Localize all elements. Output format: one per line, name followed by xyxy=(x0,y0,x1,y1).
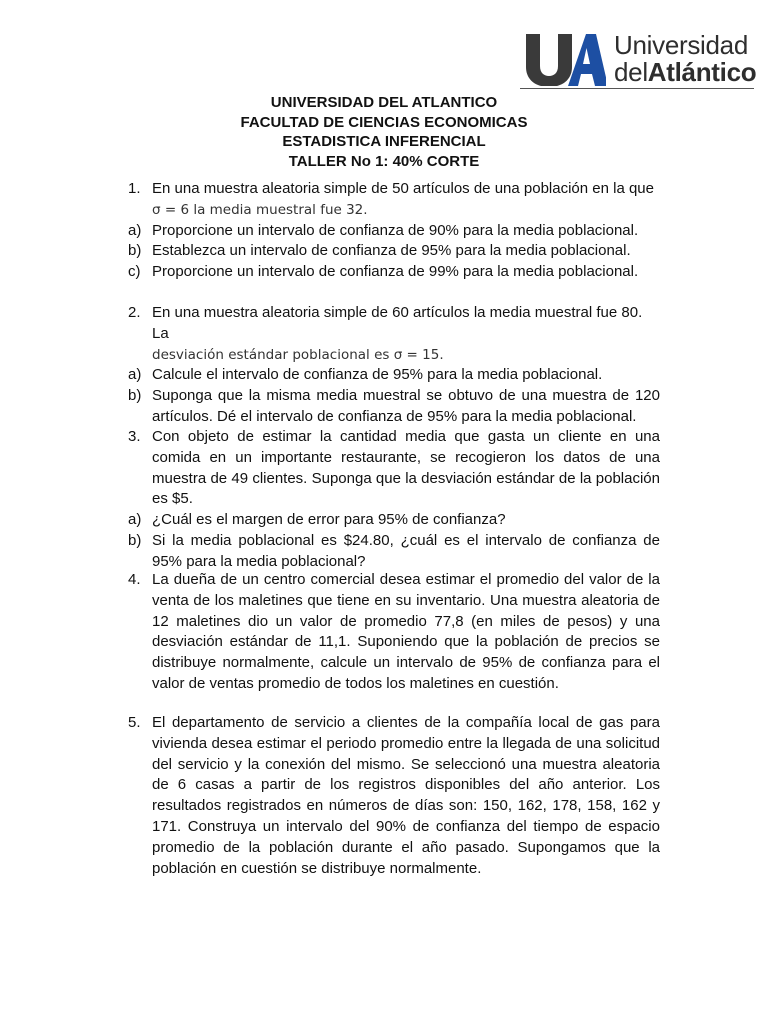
question-3-item-b xyxy=(0,531,768,573)
question-1-item-a xyxy=(0,221,768,242)
question-1-item-c xyxy=(0,262,768,283)
question-3 xyxy=(0,427,768,573)
question-number: 1. xyxy=(128,180,141,197)
document-header xyxy=(0,93,768,171)
item-label: a) xyxy=(128,366,142,384)
header-faculty: FACULTAD DE CIENCIAS ECONOMICAS xyxy=(240,113,528,131)
university-logo xyxy=(520,30,757,92)
question-number: 5. xyxy=(128,714,141,731)
logo-line-2 xyxy=(614,59,756,86)
question-1-text: En una muestra aleatoria simple de 50 artículos de una población en la que xyxy=(152,180,654,197)
question-5 xyxy=(0,713,768,879)
question-2 xyxy=(0,303,768,428)
item-label: a) xyxy=(128,221,142,239)
item-label: c) xyxy=(128,263,141,281)
question-2-text: En una muestra aleatoria simple de 60 artículos la media muestral fue 80. La xyxy=(152,304,643,342)
question-2-stem xyxy=(0,303,768,365)
question-1 xyxy=(0,179,768,283)
logo-line-2-prefix: del xyxy=(614,57,648,87)
question-5-stem xyxy=(0,713,768,879)
question-2-item-a xyxy=(0,365,768,386)
question-3-stem xyxy=(0,427,768,510)
item-text: Suponga que la misma media muestral se obtuvo de una muestra de 120 artículos. Dé el intervalo de confianza de 95% para la media poblacional. xyxy=(152,387,660,425)
question-3-text: Con objeto de estimar la cantidad media que gasta un cliente en una comida en un importante restaurante, se recogieron los datos de una muestra de 49 clientes. Suponga que la desviación estándar de la población es $5. xyxy=(152,428,660,508)
header-workshop: TALLER No 1: 40% CORTE xyxy=(288,152,480,170)
item-label: b) xyxy=(128,242,142,260)
question-1-item-b xyxy=(0,241,768,262)
question-2-text-line-2: desviación estándar poblacional es σ = 15. xyxy=(152,346,444,363)
item-text: ¿Cuál es el margen de error para 95% de confianza? xyxy=(152,511,506,529)
header-university: UNIVERSIDAD DEL ATLANTICO xyxy=(270,94,498,111)
question-number: 2. xyxy=(128,304,141,321)
item-text: Calcule el intervalo de confianza de 95% para la media poblacional. xyxy=(152,366,603,384)
item-label: b) xyxy=(128,387,142,405)
question-number: 4. xyxy=(128,571,141,588)
question-3-item-a xyxy=(0,510,768,531)
logo-wordmark xyxy=(614,32,756,86)
header-course: ESTADISTICA INFERENCIAL xyxy=(282,133,486,150)
question-1-stem xyxy=(0,179,768,221)
question-1-text-line-2: σ = 6 la media muestral fue 32. xyxy=(152,201,368,218)
question-2-item-b xyxy=(0,386,768,428)
logo-underline xyxy=(520,88,754,89)
item-text: Proporcione un intervalo de confianza de 99% para la media poblacional. xyxy=(152,263,639,281)
item-label: b) xyxy=(128,531,142,549)
question-4-stem xyxy=(0,570,768,695)
item-text: Establezca un intervalo de confianza de 95% para la media poblacional. xyxy=(152,242,631,260)
question-5-text: El departamento de servicio a clientes de la compañía local de gas para vivienda desea estimar el periodo promedio entre la llegada de una solicitud del servicio y la conexión del mismo. Se seleccionó una muestra aleatoria de 6 casas a partir de los registros disponibles del año anterior. Los resultados registrados en números de días son: 150, 162, 178, 158, 162 y 171. Construya un intervalo del 90% de confianza del tiempo de espacio promedio de la población durante el año pasado. Supongamos que la población en cuestión se distribuye normalmente. xyxy=(152,714,660,877)
item-text: Proporcione un intervalo de confianza de 90% para la media poblacional. xyxy=(152,221,639,239)
question-4-text: La dueña de un centro comercial desea estimar el promedio del valor de la venta de los maletines que tiene en su inventario. Una muestra aleatoria de 12 maletines dio un valor de promedio 77,8 (en miles de pesos) y una desviación estándar de 11,1. Suponiendo que la población de precios se distribuye normalmente, calcule un intervalo de 95% de confianza para el valor de ventas promedio de todos los maletines en cuestión. xyxy=(152,571,660,692)
ua-logo-mark xyxy=(524,32,606,86)
logo-line-2-bold: Atlántico xyxy=(647,57,757,87)
question-4 xyxy=(0,570,768,695)
question-number: 3. xyxy=(128,428,141,445)
item-label: a) xyxy=(128,511,142,529)
item-text: Si la media poblacional es $24.80, ¿cuál es el intervalo de confianza de 95% para la media poblacional? xyxy=(152,531,660,570)
logo-line-1: Universidad xyxy=(614,30,748,60)
